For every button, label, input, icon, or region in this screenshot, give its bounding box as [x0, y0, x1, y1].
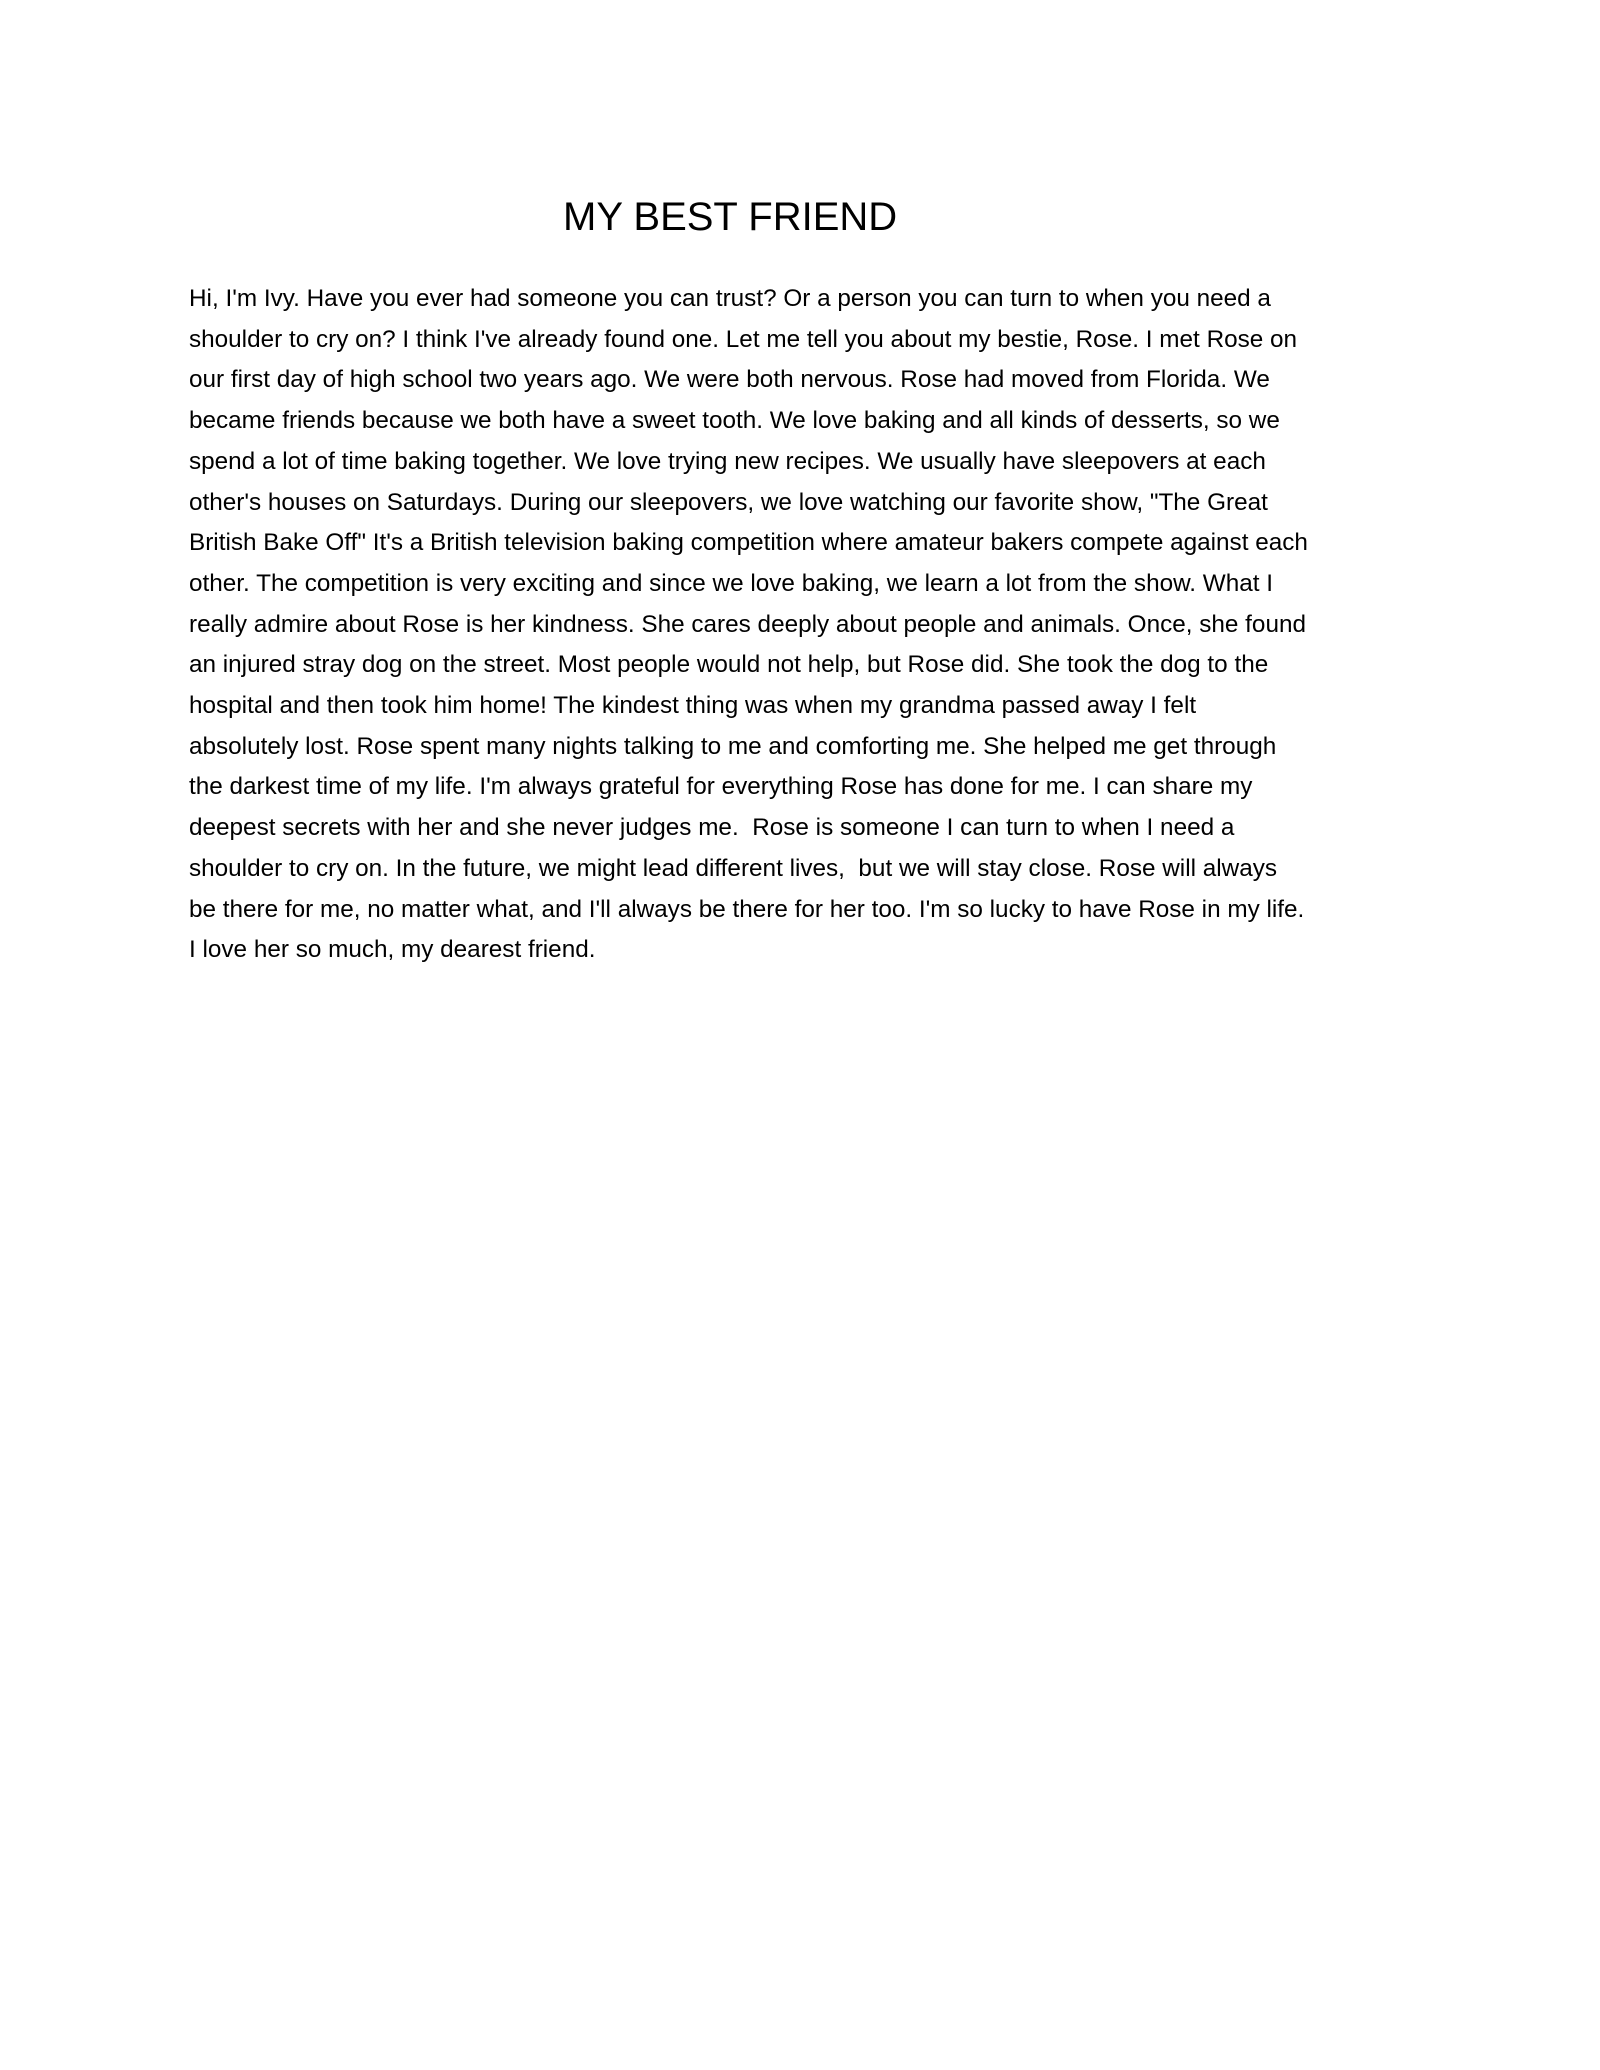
paragraph-line: the darkest time of my life. I'm always grateful for everything Rose has done for me. I can share my [189, 773, 1253, 801]
paragraph-line: other's houses on Saturdays. During our sleepovers, we love watching our favorite show, "The Great [189, 488, 1268, 516]
paragraph-line: became friends because we both have a sweet tooth. We love baking and all kinds of desserts, so we [189, 407, 1280, 435]
paragraph-line: our first day of high school two years ago. We were both nervous. Rose had moved from Florida. We [189, 366, 1270, 394]
paragraph-line: really admire about Rose is her kindness. She cares deeply about people and animals. Once, she found [189, 610, 1306, 638]
paragraph-line: be there for me, no matter what, and I'll always be there for her too. I'm so lucky to have Rose in my life. [189, 895, 1305, 923]
paragraph-line: deepest secrets with her and she never judges me. Rose is someone I can turn to when I need a [189, 814, 1235, 842]
paragraph-line: shoulder to cry on? I think I've already found one. Let me tell you about my bestie, Rose. I met Rose on [189, 325, 1298, 353]
paragraph-line: absolutely lost. Rose spent many nights talking to me and comforting me. She helped me get through [189, 732, 1277, 760]
essay-paragraph [189, 279, 1429, 971]
paragraph-line: spend a lot of time baking together. We love trying new recipes. We usually have sleepovers at each [189, 447, 1266, 475]
paragraph-line: I love her so much, my dearest friend. [189, 936, 596, 964]
paragraph-line: an injured stray dog on the street. Most people would not help, but Rose did. She took the dog to the [189, 651, 1269, 679]
paragraph-line: shoulder to cry on. In the future, we might lead different lives, but we will stay close. Rose will always [189, 854, 1278, 882]
paragraph-line: Hi, I'm Ivy. Have you ever had someone you can trust? Or a person you can turn to when you need a [189, 285, 1271, 312]
paragraph-line: British Bake Off" It's a British television baking competition where amateur bakers compete against each [189, 529, 1308, 557]
document-title: MY BEST FRIEND [563, 195, 898, 239]
paragraph-line: hospital and then took him home! The kindest thing was when my grandma passed away I felt [189, 692, 1197, 720]
paragraph-line: other. The competition is very exciting and since we love baking, we learn a lot from the show. What I [189, 569, 1274, 597]
